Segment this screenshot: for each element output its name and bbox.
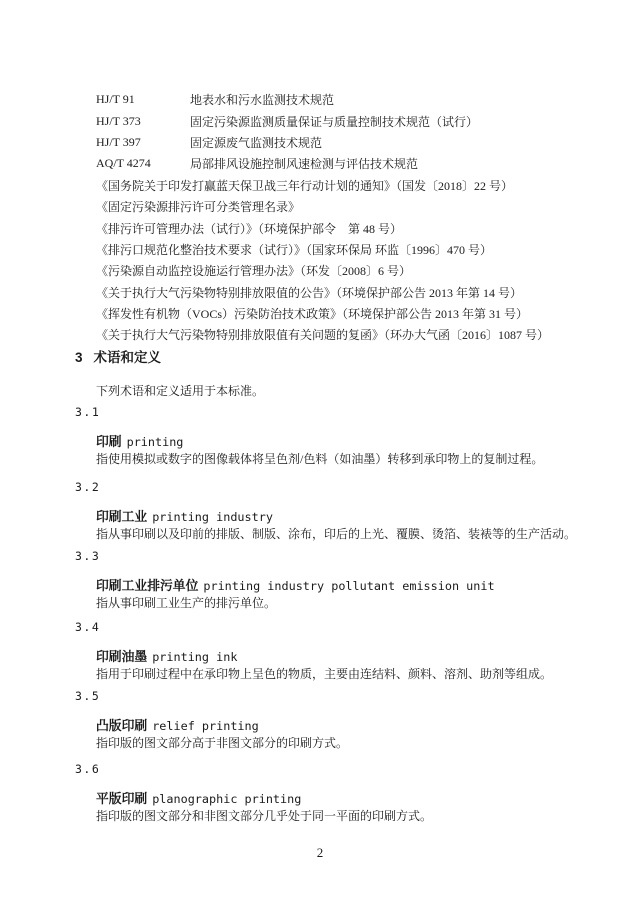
reference-document: 《国务院关于印发打赢蓝天保卫战三年行动计划的通知》（国发〔2018〕22 号） — [96, 178, 514, 193]
standard-row — [96, 132, 586, 153]
term-definition: 指印版的图文部分和非图文部分几乎处于同一平面的印刷方式。 — [96, 809, 433, 823]
standard-code: HJ/T 373 — [96, 113, 141, 128]
term-name-zh: 印刷 — [96, 434, 122, 449]
standard-code: HJ/T 91 — [96, 92, 135, 107]
term-name-zh: 平版印刷 — [96, 791, 148, 806]
term-definition: 指印版的图文部分高于非图文部分的印刷方式。 — [96, 736, 349, 750]
term-block — [75, 689, 585, 755]
term-name-zh: 凸版印刷 — [96, 718, 148, 733]
term-name-en: printing ink — [152, 650, 238, 664]
term-number: 3.2 — [75, 480, 101, 494]
standard-title: 局部排风设施控制风速检测与评估技术规范 — [190, 157, 419, 172]
term-definition: 指从事印刷以及印前的排版、制版、涂布，印后的上光、覆膜、烫箔、装裱等的生产活动。 — [96, 527, 577, 541]
section-title: 术语和定义 — [93, 350, 162, 365]
reference-document: 《关于执行大气污染物特别排放限值的公告》（环境保护部公告 2013 年第 14 号） — [96, 285, 523, 300]
standard-row — [96, 89, 586, 110]
term-name — [96, 788, 301, 808]
term-name-en: printing industry pollutant emission unit — [203, 579, 495, 593]
standard-title: 固定源废气监测技术规范 — [190, 135, 323, 150]
term-name — [96, 646, 237, 666]
term-definition: 指使用模拟或数字的图像载体将呈色剂/色料（如油墨）转移到承印物上的复制过程。 — [96, 452, 544, 466]
standard-row — [96, 153, 586, 174]
term-name — [96, 715, 259, 735]
term-name — [96, 575, 495, 595]
term-number: 3.6 — [75, 762, 101, 776]
term-definition: 指用于印刷过程中在承印物上呈色的物质，主要由连结料、颜料、溶剂、助剂等组成。 — [96, 667, 553, 681]
term-name — [96, 431, 183, 451]
reference-document: 《污染源自动监控设施运行管理办法》（环发〔2008〕6 号） — [96, 264, 412, 279]
reference-document: 《排污许可管理办法（试行）》（环境保护部令 第 48 号） — [96, 221, 403, 236]
references-list — [96, 89, 586, 346]
reference-document: 《固定污染源排污许可分类管理名录》 — [96, 200, 301, 215]
reference-document: 《排污口规范化整治技术要求（试行）》（国家环保局 环监〔1996〕470 号） — [96, 242, 493, 257]
standard-code: AQ/T 4274 — [96, 156, 151, 171]
term-block — [75, 480, 585, 546]
reference-document: 《挥发性有机物（VOCs）污染防治技术政策》（环境保护部公告 2013 年第 31 号） — [96, 307, 529, 322]
term-number: 3.1 — [75, 405, 101, 419]
term-definition: 指从事印刷工业生产的排污单位。 — [96, 596, 277, 610]
term-name-zh: 印刷油墨 — [96, 649, 148, 664]
section-heading — [75, 346, 161, 366]
term-number: 3.4 — [75, 620, 101, 634]
section-number: 3 — [75, 350, 83, 365]
term-name-en: relief printing — [152, 719, 259, 733]
standard-row — [96, 110, 586, 131]
term-name-en: planographic printing — [152, 792, 302, 806]
term-name-en: printing — [126, 435, 184, 449]
page-number: 2 — [316, 845, 324, 860]
term-name-en: printing industry — [152, 510, 273, 524]
term-block — [75, 405, 585, 471]
term-name — [96, 506, 273, 526]
term-name-zh: 印刷工业排污单位 — [96, 578, 199, 593]
terms-intro: 下列术语和定义适用于本标准。 — [96, 384, 265, 398]
term-block — [75, 620, 585, 686]
standard-code: HJ/T 397 — [96, 134, 141, 149]
term-block — [75, 549, 585, 615]
term-number: 3.5 — [75, 689, 101, 703]
term-name-zh: 印刷工业 — [96, 509, 148, 524]
standard-title: 地表水和污水监测技术规范 — [190, 93, 335, 108]
term-number: 3.3 — [75, 549, 101, 563]
reference-document: 《关于执行大气污染物特别排放限值有关问题的复函》（环办大气函〔2016〕1087 号） — [96, 328, 550, 343]
standard-title: 固定污染源监测质量保证与质量控制技术规范（试行） — [190, 114, 479, 129]
term-block — [75, 762, 585, 828]
